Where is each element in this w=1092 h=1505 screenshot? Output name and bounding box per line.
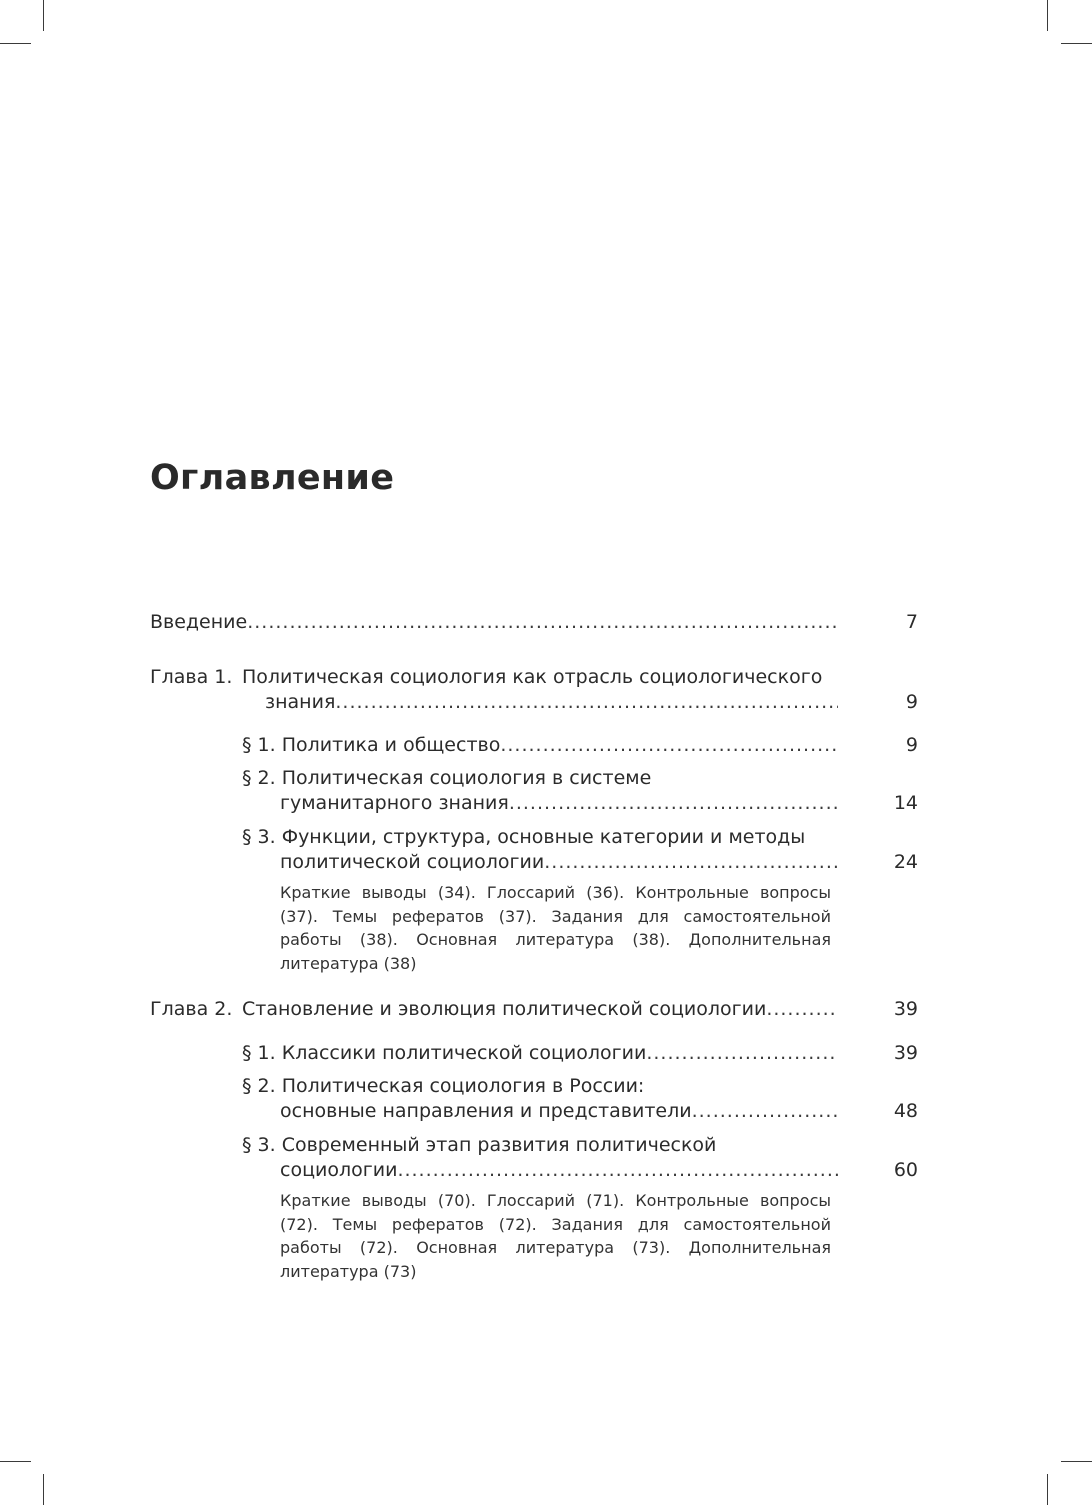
chapter-number: Глава 2.	[150, 998, 233, 1020]
leader-dots	[509, 790, 838, 816]
crop-mark	[1061, 1461, 1092, 1462]
leader-dots	[766, 996, 838, 1022]
crop-mark	[1061, 43, 1092, 44]
section-title: § 3. Функции, структура, основные категории и методы	[242, 826, 806, 848]
section-title: § 3. Современный этап развития политической	[242, 1134, 717, 1156]
section-title-continued: социологии	[280, 1159, 398, 1181]
section-title-continued: политической социологии	[280, 851, 545, 873]
crop-mark	[1047, 0, 1048, 31]
toc-section-1-1[interactable]	[0, 732, 1092, 758]
section-title: § 2. Политическая социология в системе	[242, 767, 652, 789]
leader-dots	[335, 689, 838, 715]
leader-dots	[692, 1098, 838, 1124]
chapter-number: Глава 1.	[150, 666, 233, 688]
chapter-1-extras: Краткие выводы (34). Глоссарий (36). Контрольные вопросы (37). Темы рефератов (37). Задания для самостоятельной работы (38). Основная литература (38). Дополнительная литература (38)	[280, 883, 831, 973]
leader-dots	[500, 732, 838, 758]
toc-page-number: 39	[893, 1042, 918, 1064]
crop-mark	[43, 1474, 44, 1505]
crop-mark	[43, 0, 44, 31]
toc-page-number: 14	[893, 792, 918, 814]
leader-dots	[247, 609, 838, 635]
leader-dots	[544, 849, 838, 875]
crop-mark	[0, 1461, 31, 1462]
page-title: Оглавление	[150, 458, 395, 498]
toc-page-number: 48	[893, 1100, 918, 1122]
section-title-continued: гуманитарного знания	[280, 792, 509, 814]
toc-chapter-2[interactable]	[0, 996, 1092, 1022]
crop-mark	[1047, 1474, 1048, 1505]
section-title-continued: основные направления и представители	[280, 1100, 692, 1122]
chapter-title: Становление и эволюция политической социологии	[242, 998, 767, 1020]
toc-page-number: 9	[905, 734, 918, 756]
section-title: § 1. Политика и общество	[242, 734, 501, 756]
leader-dots	[646, 1040, 838, 1066]
toc-entry-label: Введение	[150, 611, 248, 633]
toc-page-number: 39	[893, 998, 918, 1020]
toc-page-number: 24	[893, 851, 918, 873]
toc-page-number: 7	[905, 611, 918, 633]
section-title: § 2. Политическая социология в России:	[242, 1075, 645, 1097]
toc-section-2-1[interactable]	[0, 1040, 1092, 1066]
chapter-title: Политическая социология как отрасль социологического	[242, 666, 823, 688]
chapter-2-extras: Краткие выводы (70). Глоссарий (71). Контрольные вопросы (72). Темы рефератов (72). Задания для самостоятельной работы (72). Основная литература (73). Дополнительная литература (73)	[280, 1191, 831, 1281]
toc-page-number: 9	[905, 691, 918, 713]
crop-mark	[0, 43, 31, 44]
toc-page-number: 60	[893, 1159, 918, 1181]
chapter-title-continued: знания	[265, 691, 336, 713]
leader-dots	[397, 1157, 838, 1183]
toc-entry-intro[interactable]	[0, 609, 1092, 635]
section-title: § 1. Классики политической социологии	[242, 1042, 647, 1064]
